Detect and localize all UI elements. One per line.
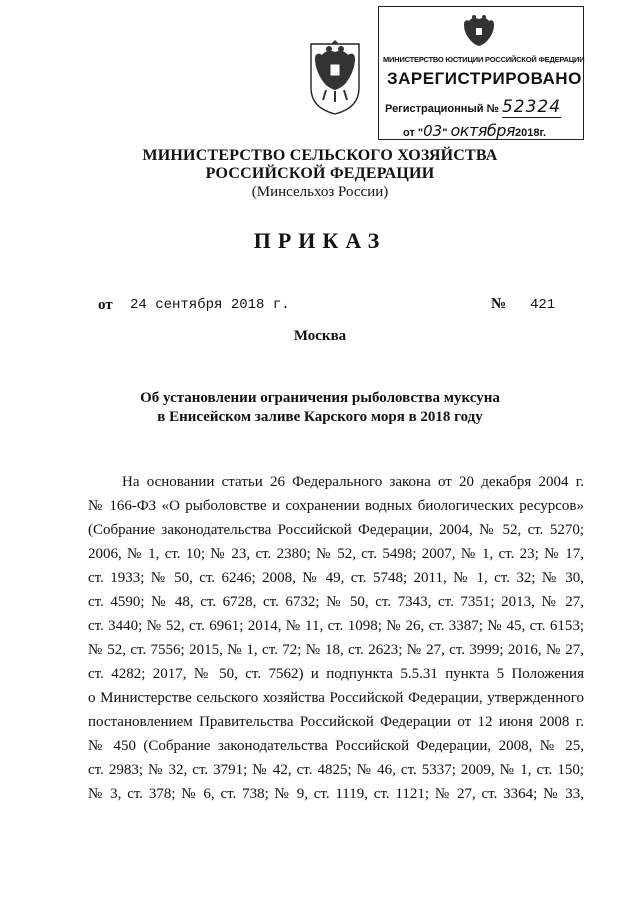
stamp-date-month: октября	[450, 121, 516, 140]
stamp-registration-number: 52324	[501, 97, 562, 117]
ministry-name-line2: РОССИЙСКОЙ ФЕДЕРАЦИИ	[205, 165, 435, 182]
body-text-line: ст. 3440; № 52, ст. 6961; 2014, № 11, ст. 1098; № 26, ст. 3387; № 45, ст. 6153;	[88, 618, 584, 634]
ministry-short-name: (Минсельхоз России)	[251, 184, 389, 200]
document-type-title: ПРИКАЗ	[253, 228, 387, 253]
stamp-emblem-icon	[461, 13, 497, 49]
body-text-line: ст. 1933; № 50, ст. 6246; 2008, № 49, ст. 5748; 2011, № 1, ст. 32; № 30,	[88, 570, 584, 586]
stamp-registration-number-row	[385, 97, 561, 117]
registration-stamp	[378, 6, 584, 140]
stamp-date-suffix: г.	[539, 127, 547, 139]
order-number-label: №	[491, 296, 507, 312]
body-text-line: (Собрание законодательства Российской Федерации, 2004, № 52, ст. 5270;	[88, 522, 584, 538]
order-date-label: от	[98, 297, 113, 313]
body-text-line: о Министерстве сельского хозяйства Российской Федерации, утвержденного	[88, 690, 584, 706]
stamp-organization: МИНИСТЕРСТВО ЮСТИЦИИ РОССИЙСКОЙ ФЕДЕРАЦИИ	[383, 55, 585, 64]
body-text-line: постановлением Правительства Российской Федерации от 12 июня 2008 г.	[88, 714, 584, 730]
body-text-line: 2006, № 1, ст. 10; № 23, ст. 2380; № 52, ст. 5498; 2007, № 1, ст. 23; № 17,	[88, 546, 584, 562]
coat-of-arms-emblem	[308, 38, 362, 116]
body-text-line: На основании статьи 26 Федерального закона от 20 декабря 2004 г.	[122, 474, 584, 490]
order-city: Москва	[293, 328, 347, 344]
stamp-date-day: 03	[423, 122, 443, 140]
order-date-value: 24 сентября 2018 г.	[130, 297, 290, 313]
stamp-date-year: 2018	[515, 127, 540, 139]
stamp-date-row	[403, 121, 546, 140]
stamp-registered-title: ЗАРЕГИСТРИРОВАНО	[387, 69, 582, 88]
stamp-date-quote: "	[442, 127, 448, 139]
stamp-registration-label: Регистрационный №	[385, 103, 499, 115]
body-text-line: ст. 4282; 2017, № 50, ст. 7562) и подпункта 5.5.31 пункта 5 Положения	[88, 666, 584, 682]
body-text-line: № 3, ст. 378; № 6, ст. 738; № 9, ст. 1119, ст. 1121; № 27, ст. 3364; № 33,	[88, 786, 584, 802]
body-text-line: № 166-ФЗ «О рыболовстве и сохранении водных биологических ресурсов»	[88, 498, 584, 514]
body-text-line: № 52, ст. 7556; 2015, № 1, ст. 72; № 18, ст. 2623; № 27, ст. 3999; 2016, № 27,	[88, 642, 584, 658]
ministry-name-line1: МИНИСТЕРСТВО СЕЛЬСКОГО ХОЗЯЙСТВА	[142, 147, 498, 164]
body-text-line: ст. 2983; № 32, ст. 3791; № 42, ст. 4825; № 46, ст. 5337; 2009, № 1, ст. 150;	[88, 762, 584, 778]
order-title-line: Об установлении ограничения рыболовства муксуна	[140, 390, 500, 406]
body-text-line: ст. 4590; № 48, ст. 6728, ст. 6732; № 50, ст. 7343, ст. 7351; 2013, № 27,	[88, 594, 584, 610]
order-number-value: 421	[530, 297, 556, 313]
body-text-line: № 450 (Собрание законодательства Российской Федерации, 2008, № 25,	[88, 738, 584, 754]
stamp-date-prefix: от "	[403, 127, 424, 139]
order-title-line: в Енисейском заливе Карского моря в 2018 году	[157, 409, 483, 425]
